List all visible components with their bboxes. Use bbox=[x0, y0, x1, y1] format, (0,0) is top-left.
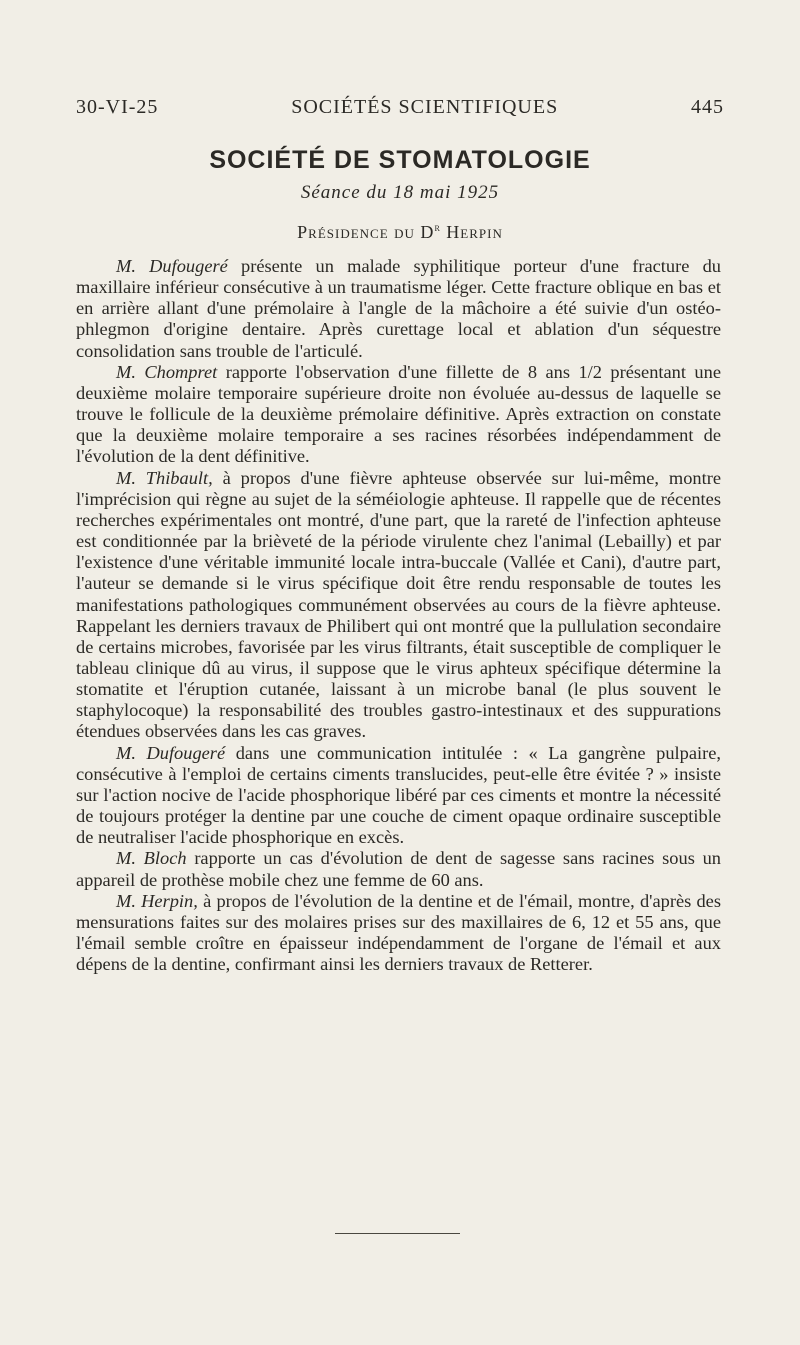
speaker-name: M. Herpin, bbox=[116, 890, 198, 911]
closing-rule bbox=[335, 1233, 460, 1234]
society-title: SOCIÉTÉ DE STOMATOLOGIE bbox=[209, 146, 591, 174]
running-head bbox=[76, 96, 724, 119]
paragraph bbox=[76, 848, 721, 890]
paragraph bbox=[76, 891, 721, 976]
speaker-name: M. Thibault, bbox=[116, 467, 213, 488]
paragraph-text: présente un malade syphilitique porteur d'une fracture du maxillaire inférieur consécutive à un traumatisme léger. Cette fracture oblique en bas et en arrière allant d'une prémolaire à l'angle de la mâchoire a été suivie d'un ostéo-phlegmon d'origine dentaire. Après curettage local et ablation d'un séquestre consolidation sans trouble de l'articulé. bbox=[76, 256, 721, 361]
speaker-name: M. Dufougeré bbox=[116, 256, 228, 276]
presidence-name: Herpin bbox=[446, 222, 503, 242]
issue-date: 30-VI-25 bbox=[76, 96, 159, 118]
session-date: Séance du 18 mai 1925 bbox=[300, 182, 500, 203]
paragraph bbox=[76, 362, 721, 468]
paragraph-text: à propos d'une fièvre aphteuse observée sur lui-même, montre l'imprécision qui règne au sujet de la séméiologie aphteuse. Il rappelle que de récentes recherches expérimentales ont montré, d'une part, que la rareté de l'infection aphteuse est conditionnée par la brièveté de la période virulente chez l'animal (Lebailly) et par l'existence d'une véritable immunité locale intra-buccale (Vallée et Cani), d'autre part, l'auteur se demande si le virus spécifique doit être rendu responsable de toutes les manifestations pathologiques communément observées au cours de la fièvre aphteuse. Rappelant les derniers travaux de Philibert qui ont montré que la pullulation secondaire de certains microbes, favorisée par les virus filtrants, était susceptible de compliquer le tableau clinique dû au virus, il suppose que le virus aphteux spécifique détermine la stomatite et l'éruption cutanée, laissant à un microbe banal (le plus souvent le staphylocoque) la responsabilité des troubles gastro-intestinaux et des suppurations étendues observées dans les cas graves. bbox=[76, 467, 721, 742]
paragraph bbox=[76, 468, 721, 743]
speaker-name: M. Dufougeré bbox=[116, 742, 226, 763]
paragraph bbox=[76, 256, 721, 362]
speaker-name: M. Chompret bbox=[116, 361, 218, 382]
speaker-name: M. Bloch bbox=[116, 848, 187, 869]
page-number: 445 bbox=[690, 96, 724, 118]
article-body bbox=[76, 256, 721, 975]
paragraph-text: rapporte l'observation d'une fillette de 8 ans 1/2 présentant une deuxième molaire temporaire supérieure droite non évoluée au-dessus de laquelle se trouve le follicule de la deuxième prémolaire définitive. Après extraction on constate que la deuxième molaire temporaire a ses racines résorbées indépendamment de l'évolution de la dent définitive. bbox=[76, 361, 721, 467]
paragraph-text: à propos de l'évolution de la dentine et de l'émail, montre, d'après des mensurations faites sur des molaires prises sur des maxillaires de 6, 12 et 55 ans, que l'émail semble croître en épaisseur indépendamment de l'organe de l'émail et aux dépens de la dentine, confirmant ainsi les derniers travaux de Retterer. bbox=[76, 890, 721, 975]
paragraph-text: dans une communication intitulée : « La gangrène pulpaire, consécutive à l'emploi de certains ciments translucides, peut-elle être évitée ? » insiste sur l'action nocive de l'acide phosphorique libéré par ces ciments et montre la nécessité de toujours protéger la dentine par une couche de ciment opaque ordinaire susceptible de neutraliser l'acide phosphorique en excès. bbox=[76, 742, 721, 848]
paragraph bbox=[76, 743, 721, 849]
presidence-line bbox=[0, 222, 800, 243]
presidence-title-suffix: r bbox=[434, 222, 441, 234]
section-title: SOCIÉTÉS SCIENTIFIQUES bbox=[291, 96, 559, 118]
paragraph-text: rapporte un cas d'évolution de dent de sagesse sans racines sous un appareil de prothèse mobile chez une femme de 60 ans. bbox=[76, 848, 721, 890]
presidence-prefix: Présidence du D bbox=[297, 222, 435, 242]
